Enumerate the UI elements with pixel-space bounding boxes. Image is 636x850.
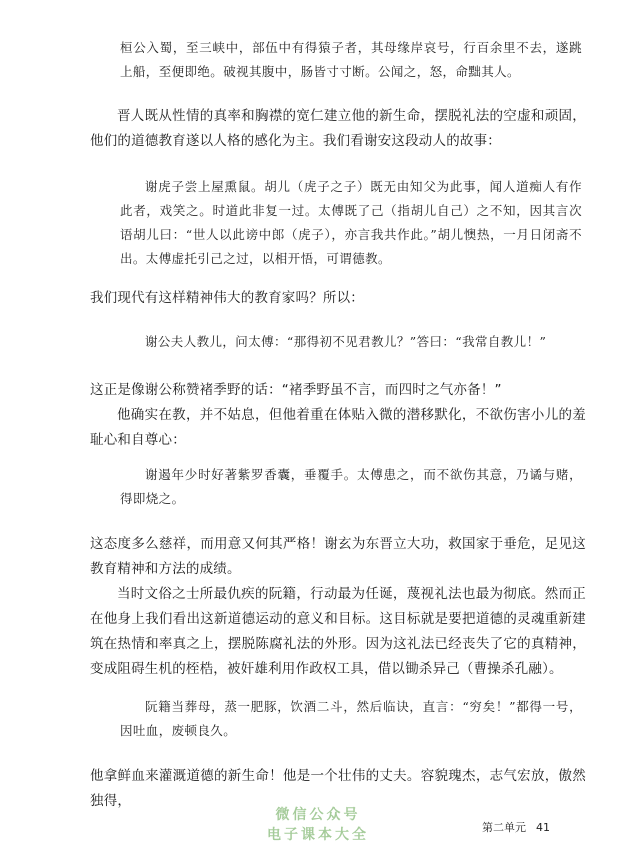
page-footer: [482, 819, 550, 835]
body-paragraph-ruan-ji: 当时文俗之士所最仇疾的阮籍，行动最为任诞，蔑视礼法也最为彻底。然而正在他身上我们看出这新道德运动的意义和目标。这目标就是要把道德的灵魂重新建筑在热情和率真之上，摆脱陈腐礼法的外形。因为这礼法已经丧失了它的真精神，变成阻碍生机的桎梏，被奸雄利用作政权工具，借以锄杀异己（曹操杀孔融）。: [90, 586, 586, 677]
body-paragraph-modern-educator: 我们现代有这样精神伟大的教育家吗？所以：: [90, 290, 364, 306]
watermark-line-1: 微信公众号: [275, 807, 361, 823]
body-paragraph-jin-ren: 晋人既从性情的真率和胸襟的宽仁建立他的新生命，摆脱礼法的空虚和顽固，他们的道德教育遂以人格的感化为主。我们看谢安这段动人的故事：: [90, 108, 586, 149]
quote-ruan-ji-mourning: 阮籍当葬母，蒸一肥豚，饮酒二斗，然后临诀，直言：“穷矣！”都得一号，因吐血，废顿良久。: [120, 699, 582, 738]
watermark-line-2: 电子课本大全: [267, 827, 369, 843]
quote-xie-wife: 谢公夫人教儿，问太傅：“那得初不见君教儿？”答曰：“我常自教儿！”: [145, 334, 547, 349]
quote-xie-huzi: 谢虎子尝上屋熏鼠。胡儿（虎子之子）既无由知父为此事，闻人道痴人有作此者，戏笑之。时道此非复一过。太傅既了己（指胡儿自己）之不知，因其言次语胡儿曰：“世人以此谤中郎（虎子），亦言我共作此。”胡儿懊热，一月日闭斋不出。太傅虚托引己之过，以相开悟，可谓德教。: [120, 179, 582, 266]
body-paragraph-xian-xue: 他拿鲜血来灌溉道德的新生命！他是一个壮伟的丈夫。容貌瑰杰，志气宏放，傲然独得，: [90, 768, 586, 809]
quote-xie-e: 谢遏年少时好著紫罗香囊，垂覆手。太傅患之，而不欲伤其意，乃谲与赌，得即烧之。: [120, 467, 582, 506]
page-number: 41: [536, 821, 550, 834]
body-paragraph-taidu: 这态度多么慈祥，而用意又何其严格！谢玄为东晋立大功，救国家于垂危，足见这教育精神和方法的成绩。: [90, 536, 586, 577]
unit-label: 第二单元: [482, 821, 526, 834]
quote-huan-gong: 桓公入蜀，至三峡中，部伍中有得猿子者，其母缘岸哀号，行百余里不去，遂跳上船，至便即绝。破视其腹中，肠皆寸寸断。公闻之，怒，命黜其人。: [120, 40, 582, 79]
body-paragraph-he-que-zai-jiao: 他确实在教，并不姑息，但他着重在体贴入微的潜移默化，不欲伤害小儿的羞耻心和自尊心：: [90, 407, 586, 448]
body-paragraph-chu-jiye: 这正是像谢公称赞褚季野的话：“褚季野虽不言，而四时之气亦备！”: [90, 382, 502, 398]
